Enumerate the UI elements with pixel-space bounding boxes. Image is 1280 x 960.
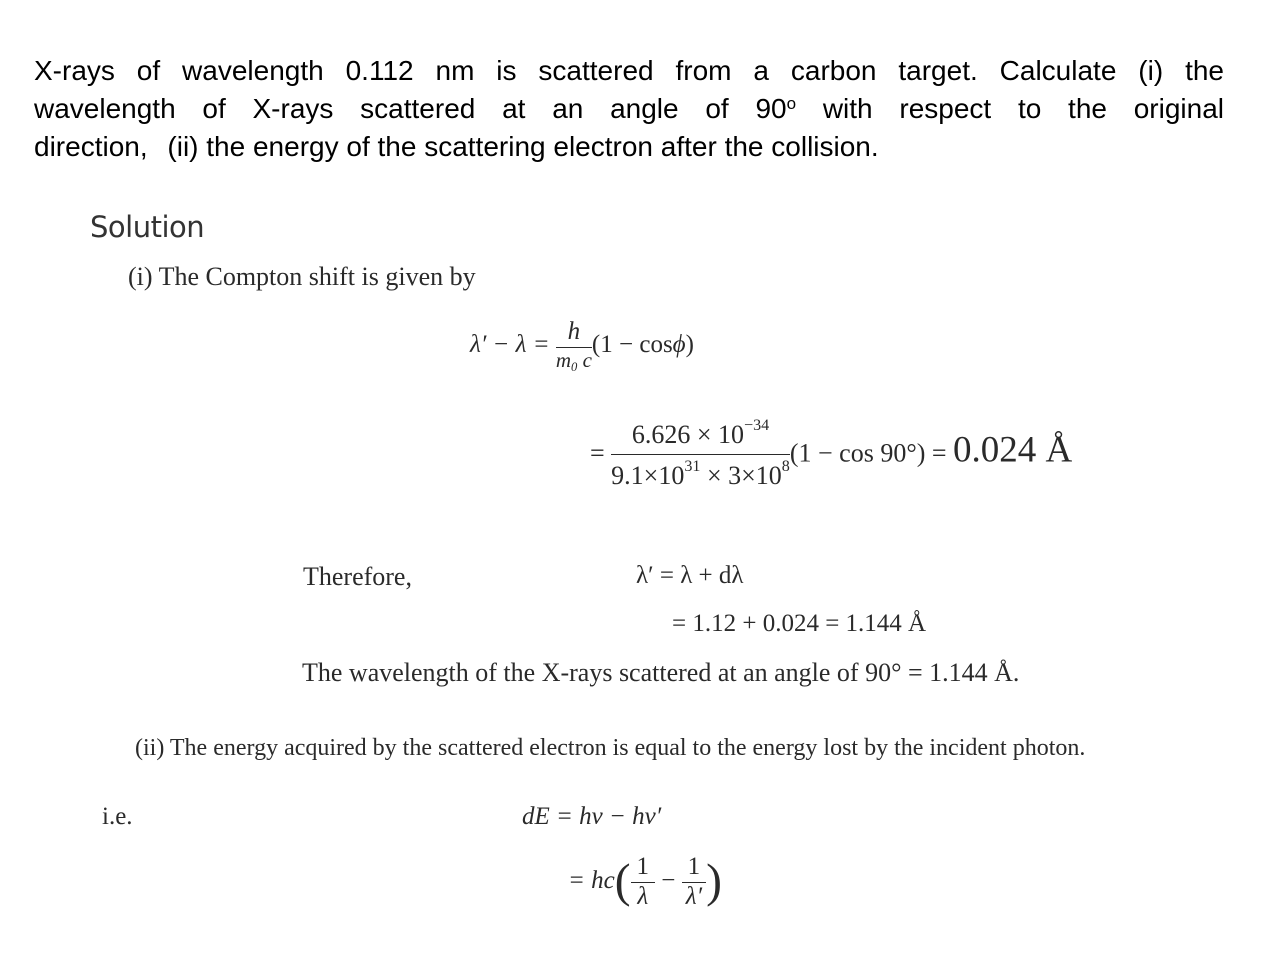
compton-substitution: = $\frac{6.626 \times 10^{-34}}{9.1\times 10^{31} \times 3\times 10^8}$ (1 − cos 90°) = 0.024 Å — [590, 417, 1073, 490]
fraction-one-over-lambda: $\frac{1}{\lambda}$ — [631, 853, 656, 912]
part-1-intro: (i) The Compton shift is given by — [128, 262, 476, 291]
degree-superscript: o — [786, 94, 797, 113]
part-2-intro: (ii) The energy acquired by the scattered electron is equal to the energy lost by the incident photon. — [135, 735, 1086, 761]
solution-heading: Solution — [90, 210, 205, 244]
wavelength-conclusion: The wavelength of the X-rays scattered at an angle of 90° = 1.144 Å. — [302, 658, 1020, 687]
problem-line-3: direction, (ii) the energy of the scattering electron after the collision. — [34, 131, 879, 162]
therefore-label: Therefore, — [303, 562, 412, 591]
wavelength-result: = 1.12 + 0.024 = 1.144 Å — [672, 610, 927, 637]
problem-statement — [34, 52, 1224, 166]
energy-difference-equation: dE = hν − hν′ — [522, 803, 662, 830]
compton-formula: λ′ − λ = $\frac{h}{m_0 c}$ (1 − cosϕ) — [470, 318, 694, 374]
compton-shift-answer: 0.024 Å — [953, 429, 1073, 471]
ie-label: i.e. — [102, 803, 133, 830]
wavelength-relation: λ′ = λ + dλ — [636, 562, 744, 589]
formula-fraction: $\frac{h}{m_0 c}$ — [555, 318, 592, 374]
energy-fraction-equation: = hc( $\frac{1}{\lambda}$ − $\frac{1}{\lambda'}$ ) — [568, 853, 722, 910]
problem-line-1: X-rays of wavelength 0.112 nm is scattered from a carbon target. Calculate (i) the — [34, 55, 1224, 86]
fraction-one-over-lambda-prime: $\frac{1}{\lambda'}$ — [682, 853, 707, 912]
problem-line-2: wavelength of X-rays scattered at an angle of 90$^o$ with respect to the original — [34, 93, 1225, 124]
substitution-fraction: $\frac{6.626 \times 10^{-34}}{9.1\times 10^{31} \times 3\times 10^8}$ — [611, 417, 790, 490]
